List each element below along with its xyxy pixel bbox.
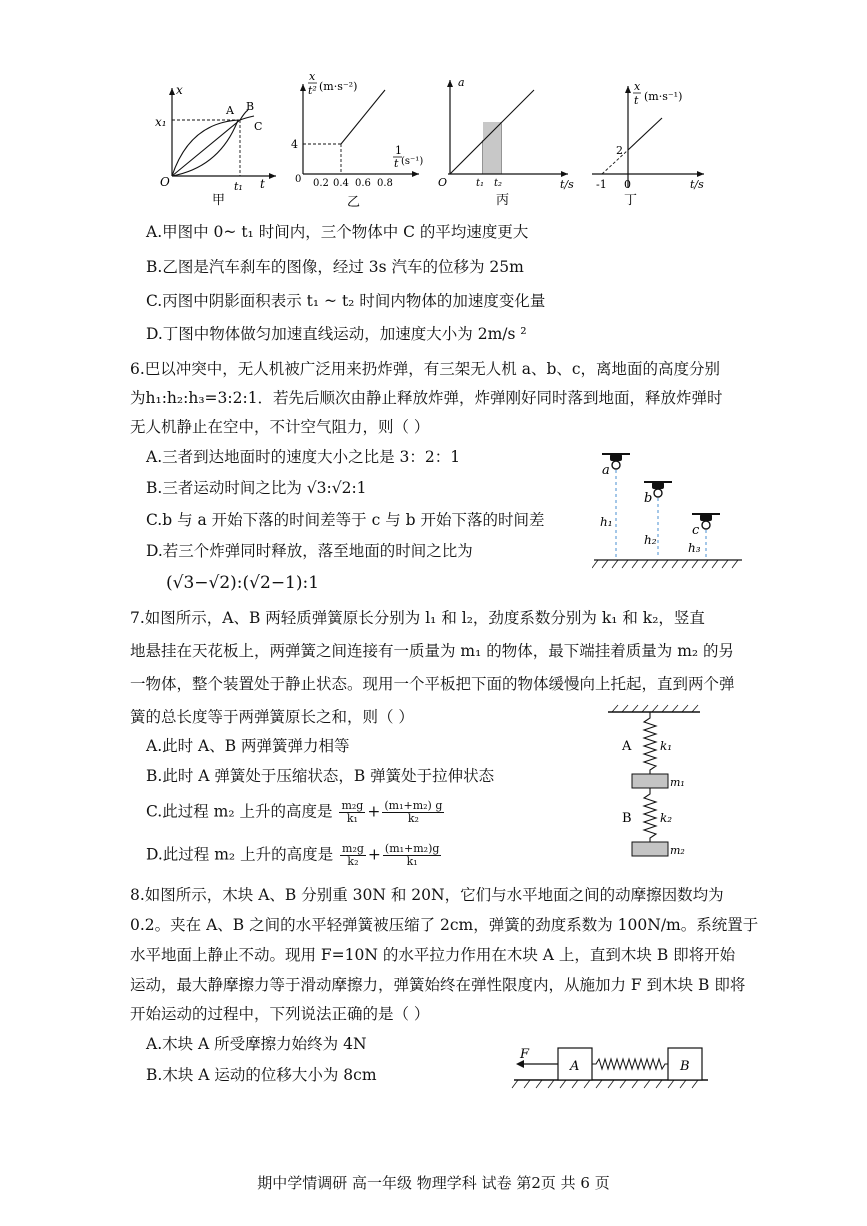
figure-bing: [436, 74, 586, 210]
q7-d-plus: +: [367, 845, 381, 864]
figure-jia: [150, 82, 280, 210]
jia-x-axis: x: [176, 83, 183, 97]
yi-x-tick-3: 0.6: [355, 178, 371, 189]
bing-a-axis: a: [458, 76, 465, 89]
drones-svg: [592, 448, 752, 578]
yi-y-label: (m·s⁻²): [319, 80, 358, 93]
spring-label-A: A: [622, 739, 632, 754]
svg-text:t: t: [634, 94, 639, 107]
q7-c-frac-2: [382, 800, 444, 825]
drone-label-b: b: [644, 491, 653, 506]
q7-stem-3: 一物体，整个装置处于静止状态。现用一个平板把下面的物体缓慢向上托起，直到两个弹: [130, 675, 735, 693]
q6-option-a: A.三者到达地面时的速度大小之比是 3：2：1: [146, 448, 461, 466]
q7-option-d: [146, 843, 443, 868]
q7-stem-2: 地悬挂在天花板上，两弹簧之间连接有一质量为 m₁ 的物体，最下端挂着质量为 m₂ 的另: [130, 642, 735, 660]
q7-c-frac-2-den: k₂: [407, 812, 419, 825]
yi-x-tick-4: 0.8: [377, 178, 393, 189]
jia-label-B: B: [246, 100, 255, 113]
q6-stem-1: 6.巴以冲突中，无人机被广泛用来扔炸弹，有三架无人机 a、b、c，离地面的高度分别: [130, 360, 721, 378]
q7-stem-1: 7.如图所示，A、B 两轻质弹簧原长分别为 l₁ 和 l₂，劲度系数分别为 k₁ 和 k₂，竖直: [130, 609, 705, 627]
svg-text:1: 1: [395, 144, 402, 157]
q7-option-c-prefix: C.此过程 m₂ 上升的高度是: [146, 802, 333, 821]
q5-option-a: A.甲图中 0~ t₁ 时间内，三个物体中 C 的平均速度更大: [146, 223, 529, 241]
q8-option-a: A.木块 A 所受摩擦力始终为 4N: [146, 1035, 367, 1053]
ding-caption: 丁: [624, 193, 638, 208]
drone-label-h3: h₃: [688, 541, 701, 555]
block-label-A: A: [570, 1059, 580, 1074]
q7-option-c: [146, 800, 446, 825]
figure-springs: [604, 702, 714, 862]
page-footer: 期中学情调研 高一年级 物理学科 试卷 第2页 共 6 页: [257, 1174, 610, 1192]
q7-option-b: B.此时 A 弹簧处于压缩状态，B 弹簧处于拉伸状态: [146, 767, 495, 785]
spring-label-B: B: [622, 811, 632, 826]
svg-text:t²: t²: [308, 84, 317, 97]
q8-stem-2: 0.2。夹在 A、B 之间的水平轻弹簧被压缩了 2cm，弹簧的劲度系数为 100N/m。系统置于: [130, 916, 759, 934]
bing-t-axis: t/s: [560, 178, 574, 191]
bing-caption: 丙: [496, 193, 510, 208]
figure-yi-svg: [285, 70, 425, 210]
q7-c-plus: +: [367, 802, 381, 821]
jia-t1: t₁: [234, 180, 243, 193]
figure-blocks: [508, 1040, 728, 1096]
spring-label-m1: m₁: [670, 776, 685, 789]
q7-option-d-prefix: D.此过程 m₂ 上升的高度是: [146, 845, 334, 864]
figure-jia-svg: [150, 82, 280, 210]
blocks-svg: [508, 1040, 728, 1096]
jia-label-C: C: [254, 120, 263, 133]
q6-stem-2: 为h₁:h₂:h₃=3:2:1．若先后顺次由静止释放炸弹，炸弹刚好同时落到地面，释放炸弹时: [130, 389, 723, 407]
q7-c-frac-1: [339, 800, 365, 825]
figure-ding: [586, 76, 716, 210]
yi-x-tick-1: 0.2: [313, 178, 329, 189]
spring-label-m2: m₂: [670, 844, 685, 857]
block-label-B: B: [680, 1059, 690, 1074]
q7-d-frac-2-num: (m₁+m₂)g: [384, 842, 440, 855]
q8-stem-5: 开始运动的过程中，下列说法正确的是（ ）: [130, 1005, 430, 1023]
q5-option-d: D.丁图中物体做匀加速直线运动，加速度大小为 2m/s ²: [146, 325, 527, 343]
yi-x-tick-2: 0.4: [333, 178, 349, 189]
q7-d-frac-1-num: m₂g: [342, 842, 364, 855]
q8-stem-1: 8.如图所示，木块 A、B 分别重 30N 和 20N，它们与水平地面之间的动摩擦因数均为: [130, 886, 724, 904]
yi-caption: 乙: [347, 195, 361, 210]
figure-ding-svg: [586, 76, 716, 210]
drone-label-h1: h₁: [600, 515, 613, 529]
q5-option-b: B.乙图是汽车刹车的图像，经过 3s 汽车的位移为 25m: [146, 258, 524, 276]
q6-stem-3: 无人机静止在空中，不计空气阻力，则（ ）: [130, 418, 430, 436]
q7-d-frac-2: [383, 843, 442, 868]
bing-origin: O: [438, 176, 448, 189]
svg-text:t: t: [394, 157, 399, 170]
svg-text:x: x: [634, 80, 641, 93]
yi-y-tick: 4: [291, 138, 298, 151]
drone-label-a: a: [602, 463, 610, 478]
q7-option-a: A.此时 A、B 两弹簧弹力相等: [146, 737, 350, 755]
svg-text:x: x: [309, 70, 316, 83]
spring-label-k2: k₂: [660, 811, 673, 825]
q6-option-c: C.b 与 a 开始下落的时间差等于 c 与 b 开始下落的时间差: [146, 511, 545, 529]
jia-t-axis: t: [260, 177, 265, 191]
figure-bing-svg: [436, 74, 586, 210]
q6-option-b: B.三者运动时间之比为 √3:√2:1: [146, 479, 367, 497]
jia-label-A: A: [226, 104, 234, 117]
ding-origin: 0: [624, 178, 631, 191]
q7-d-frac-1: [340, 843, 366, 868]
yi-origin: 0: [295, 174, 302, 185]
jia-x1: x₁: [155, 115, 167, 129]
drone-label-c: c: [692, 523, 700, 538]
ding-x-neg: -1: [596, 178, 607, 191]
q7-stem-4: 簧的总长度等于两弹簧原长之和，则（ ）: [130, 708, 414, 726]
figure-yi: [285, 70, 425, 210]
ding-y-tick: 2: [616, 144, 623, 157]
block-label-F: F: [520, 1047, 530, 1062]
q7-d-frac-2-den: k₁: [406, 855, 418, 868]
drone-label-h2: h₂: [644, 533, 657, 547]
yi-x-label: (s⁻¹): [401, 156, 424, 167]
bing-t1: t₁: [476, 178, 485, 189]
jia-caption: 甲: [212, 193, 226, 208]
bing-t2: t₂: [494, 178, 503, 189]
q5-option-c: C.丙图中阴影面积表示 t₁ ~ t₂ 时间内物体的加速度变化量: [146, 292, 546, 310]
q8-stem-3: 水平地面上静止不动。现用 F=10N 的水平拉力作用在木块 A 上，直到木块 B 即将开始: [130, 946, 736, 964]
q7-c-frac-2-num: (m₁+m₂) g: [384, 799, 443, 812]
q6-option-d-ratio: (√3−√2):(√2−1):1: [166, 573, 320, 593]
q7-d-frac-1-den: k₂: [347, 855, 359, 868]
springs-svg: [604, 702, 714, 862]
spring-label-k1: k₁: [660, 739, 673, 753]
q7-c-frac-1-num: m₂g: [341, 799, 364, 812]
ding-y-label: (m·s⁻¹): [644, 90, 683, 103]
figure-drones: [592, 448, 752, 578]
q8-option-b: B.木块 A 运动的位移大小为 8cm: [146, 1066, 377, 1084]
q8-stem-4: 运动，最大静摩擦力等于滑动摩擦力，弹簧始终在弹性限度内，从施加力 F 到木块 B 即将: [130, 976, 746, 994]
q6-option-d: D.若三个炸弹同时释放，落至地面的时间之比为: [146, 542, 473, 560]
q7-c-frac-1-den: k₁: [346, 812, 358, 825]
jia-origin: O: [160, 175, 170, 189]
ding-t-axis: t/s: [690, 178, 704, 191]
